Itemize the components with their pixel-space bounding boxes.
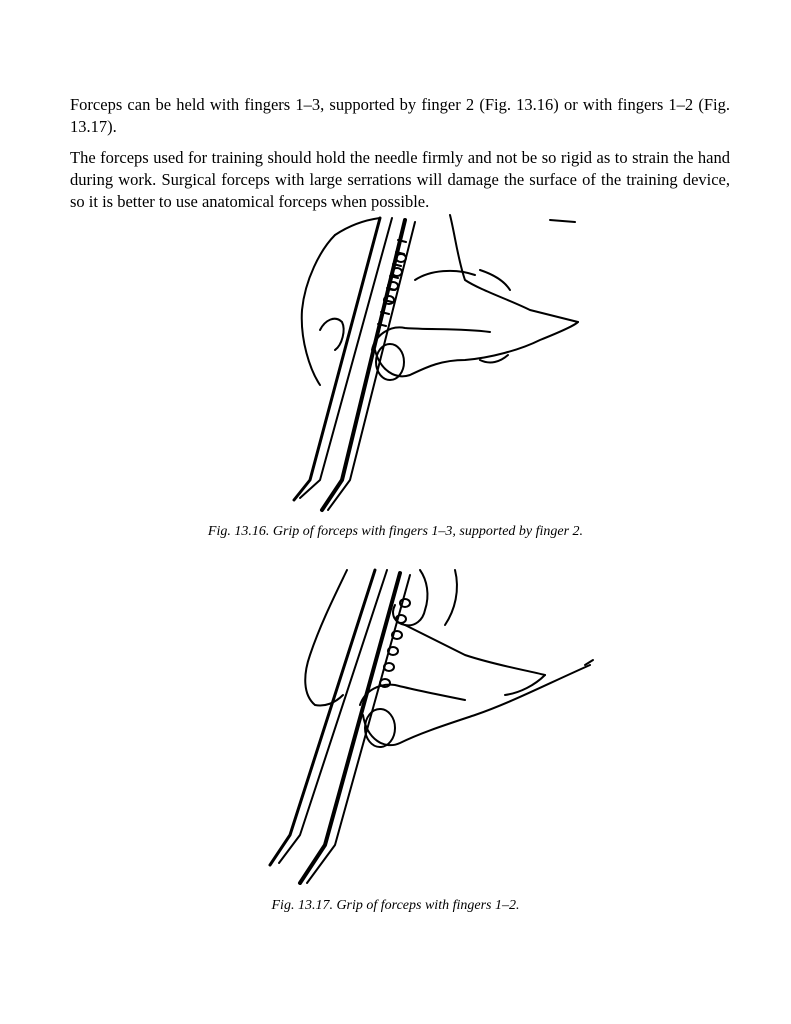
paragraph-forceps-holding: Forceps can be held with fingers 1–3, supported by finger 2 (Fig. 13.16) or with fingers 1–2 (Fig. 13.17). bbox=[70, 95, 730, 136]
forceps-grip-illustration-fingers-1-2 bbox=[255, 565, 600, 885]
paragraph-forceps-choice: The forceps used for training should hold the needle firmly and not be so rigid as to strain the hand during work. Surgical forceps with large serrations will damage the surface of the training device, so it is better to use anatomical forceps when possible. bbox=[70, 148, 730, 211]
forceps-grip-illustration-fingers-1-3 bbox=[280, 210, 590, 515]
figure-caption-13-17: Fig. 13.17. Grip of forceps with fingers 1–2. bbox=[271, 898, 520, 913]
figure-caption-13-16: Fig. 13.16. Grip of forceps with fingers 1–3, supported by finger 2. bbox=[207, 524, 584, 539]
